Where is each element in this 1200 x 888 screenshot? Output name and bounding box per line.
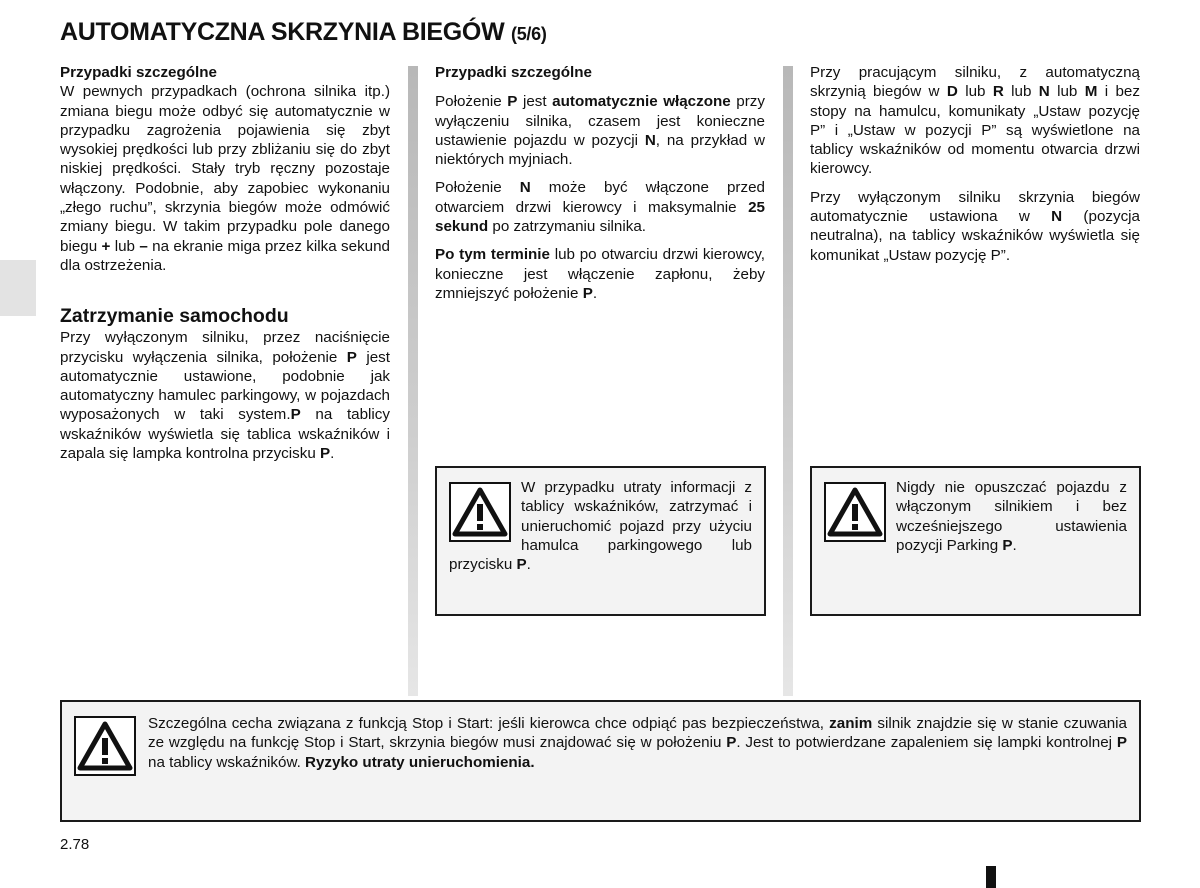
paragraph-engine-off <box>810 188 1140 265</box>
gear-p: P <box>582 284 593 302</box>
text-span: jest <box>517 93 553 111</box>
text-span: Szczególna cecha związana z funkcją Stop i Start: jeśli kierowca chce odpiąć pas bezpieczeństwa, <box>148 715 830 732</box>
text-span: (pozycja neutralna), na tablicy wskaźników wyświetla się komunikat „Ustaw pozycję P”. <box>810 208 1140 264</box>
column-2 <box>435 63 765 312</box>
bold-text: zanim <box>829 715 873 732</box>
text-span: na tablicy wskaźników. <box>148 753 306 771</box>
text-span: silnik znajdzie się w stanie czuwania ze względu na funkcję Stop i Start, skrzynia biegów musi znajdować się w położeniu <box>148 715 1127 752</box>
text-span: i bez stopy na hamulcu, komunikaty „Ustaw pozycję P” i „Ustaw w pozycji P” są wyświetlone na tablicy wskaźników od momentu otwarcia drzwi kierowcy. <box>810 83 1140 178</box>
paragraph-after-term <box>435 245 765 303</box>
text-span: . <box>526 556 531 574</box>
bold-text: automatycznie włączone <box>552 93 731 111</box>
text-span: Nigdy nie opuszczać pojazdu z włączonym silnikiem i bez wcześniejszego ustawienia pozycji Parking <box>896 479 1127 554</box>
text-span: przy wyłączeniu silnika, czasem jest konieczne ustawienie pojazdu w pozycji <box>435 93 765 149</box>
gear-p: P <box>726 734 737 752</box>
text-span: lub <box>957 83 993 101</box>
text-span: lub <box>110 237 140 255</box>
text-span: lub po otwarciu drzwi kierowcy, konieczne jest włączenie zapłonu, żeby zmniejszyć położenie <box>435 246 766 302</box>
gear-n: N <box>1051 208 1063 226</box>
gear-d: D <box>946 83 958 101</box>
warning-text <box>74 714 1127 772</box>
special-cases-heading: Przypadki szczególne <box>60 64 217 81</box>
bold-text: 25 sekund <box>435 198 765 236</box>
bold-text: Po tym terminie <box>435 246 550 264</box>
gear-p: P <box>516 556 527 574</box>
special-cases-paragraph <box>60 82 390 275</box>
column-divider <box>408 66 418 696</box>
gear-p: P <box>290 406 301 424</box>
text-span: Przy wyłączonym silniku, przez naciśnięcie przycisku wyłączenia silnika, położenie <box>60 329 390 366</box>
text-span: na tablicy wskaźników wyświetla się tablica wskaźników i zapala się lampka kontrolna przycisku <box>60 406 390 463</box>
section-tab <box>0 260 36 316</box>
warning-box-dashboard-loss <box>435 466 766 616</box>
minus-symbol: – <box>139 237 148 255</box>
warning-triangle-icon <box>74 716 136 776</box>
column-3 <box>810 63 1140 274</box>
text-span: . Jest to potwierdzane zapaleniem się lampki kontrolnej <box>736 734 1117 752</box>
warning-box-never-leave <box>810 466 1141 616</box>
gear-r: R <box>992 83 1004 101</box>
text-span: Położenie <box>435 93 508 111</box>
paragraph-p-position <box>435 92 765 169</box>
warning-triangle-icon <box>449 482 511 542</box>
text-span: . <box>1012 536 1017 554</box>
gear-p: P <box>346 348 357 366</box>
text-span: . <box>592 284 598 302</box>
text-span: lub <box>1049 83 1085 101</box>
gear-n: N <box>1038 83 1050 101</box>
warning-triangle-icon <box>824 482 886 542</box>
text-span: lub <box>1003 83 1039 101</box>
text-span: W przypadku utraty informacji z tablicy wskaźników, zatrzymać i unieruchomić pojazd przy użyciu hamulca parkingowego lub przycisku <box>449 479 752 574</box>
page-title <box>60 18 547 47</box>
gear-p: P <box>507 93 518 111</box>
vehicle-stop-paragraph <box>60 328 390 463</box>
gear-n: N <box>644 131 656 149</box>
text-span: może być włączone przed otwarciem drzwi kierowcy i maksymalnie <box>435 179 765 216</box>
column-divider <box>783 66 793 696</box>
text-span: na ekranie miga przez kilka sekund dla ostrzeżenia. <box>60 237 390 274</box>
corner-mark <box>986 866 996 888</box>
gear-p: P <box>1002 536 1013 554</box>
text-span: W pewnych przypadkach (ochrona silnika itp.) zmiana biegu może odbyć się automatycznie w przypadku zagrożenia pojawienia się zbyt wysokiej prędkości lub przy zbliżaniu się do zbyt niskiej prędkości. Stały tryb ręczny pozostaje włączony. Podobnie, aby zapobiec wykonaniu „złego ruchu”, skrzynia biegów może odmówić zmiany biegu. W takim przypadku pole danego biegu <box>60 83 390 255</box>
text-span: Przy wyłączonym silniku skrzynia biegów automatycznie ustawiona w <box>810 188 1140 226</box>
vehicle-stop-heading: Zatrzymanie samochodu <box>60 305 289 328</box>
page-number: 2.78 <box>60 836 90 853</box>
plus-symbol: + <box>101 237 111 255</box>
text-span: , na przykład w niektórych myjniach. <box>435 131 766 169</box>
text-span: jest automatycznie ustawione, podobnie jak automatyczny hamulec parkingowy, w pojazdach wyposażonych w taki system. <box>60 348 390 424</box>
paragraph-n-position <box>435 178 765 236</box>
special-cases-heading: Przypadki szczególne <box>435 64 592 81</box>
text-span: po zatrzymaniu silnika. <box>488 218 647 236</box>
bold-text: Ryzyko utraty unieruchomienia. <box>305 753 535 771</box>
column-1 <box>60 63 390 472</box>
text-span: Położenie <box>435 179 520 197</box>
gear-p: P <box>1116 734 1127 752</box>
warning-box-stop-start <box>60 700 1141 822</box>
text-span: . <box>330 445 335 463</box>
title-part: (5/6) <box>511 24 547 44</box>
gear-m: M <box>1084 83 1098 101</box>
gear-n: N <box>519 179 531 197</box>
paragraph-engine-running <box>810 63 1140 179</box>
gear-p: P <box>320 445 331 463</box>
title-text: AUTOMATYCZNA SKRZYNIA BIEGÓW <box>60 18 505 46</box>
text-span: Przy pracującym silniku, z automatyczną skrzynią biegów w <box>810 64 1140 101</box>
